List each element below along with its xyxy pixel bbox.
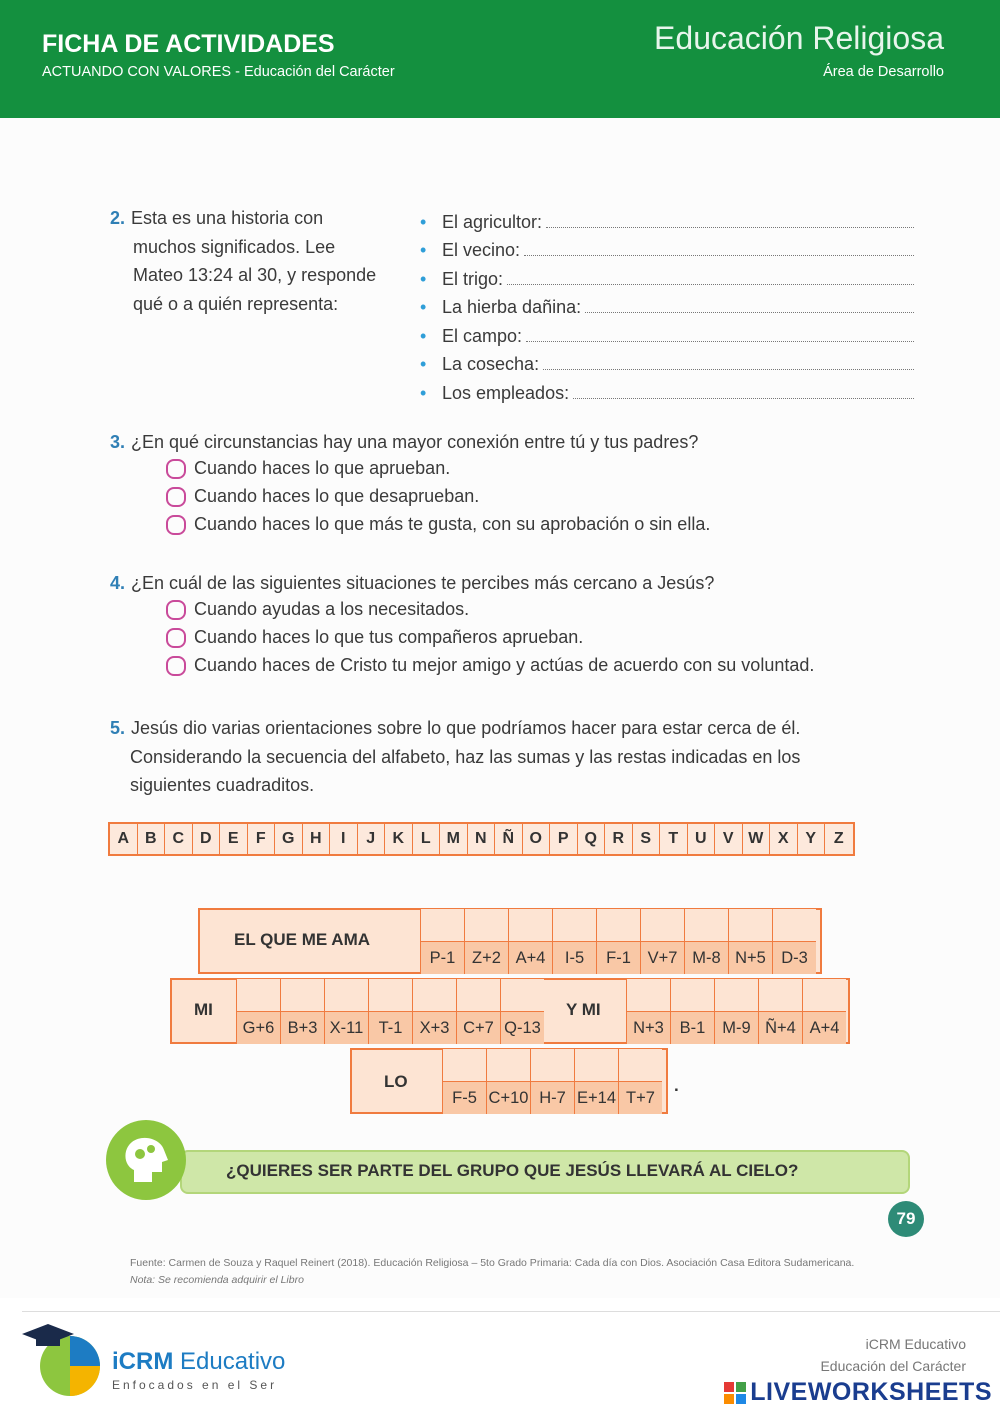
question-2 — [110, 204, 376, 318]
puzzle-clue: D-3 — [773, 942, 816, 974]
puzzle-clue: E+14 — [575, 1082, 618, 1114]
puzzle-answer-box[interactable] — [619, 1049, 662, 1082]
puzzle-end-period: . — [674, 1076, 679, 1095]
question-3-text: ¿En qué circunstancias hay una mayor conexión entre tú y tus padres? — [131, 432, 699, 452]
puzzle-cell — [640, 909, 684, 974]
page-number: 79 — [888, 1201, 924, 1237]
puzzle-clue: G+6 — [237, 1012, 280, 1044]
footer-line-2: Educación del Carácter — [820, 1358, 966, 1374]
puzzle-label: Y MI — [566, 1000, 601, 1019]
question-5-line: siguientes cuadraditos. — [130, 775, 315, 795]
alphabet-letter: Y — [798, 824, 826, 854]
option-row — [166, 486, 479, 507]
alphabet-letter: M — [440, 824, 468, 854]
puzzle-clue: N+3 — [627, 1012, 670, 1044]
answer-field[interactable] — [524, 255, 914, 256]
puzzle-cell — [486, 1049, 530, 1114]
question-5 — [110, 714, 800, 800]
puzzle-clue: H-7 — [531, 1082, 574, 1114]
question-5-number: 5. — [110, 718, 126, 738]
option-label: Cuando ayudas a los necesitados. — [194, 599, 470, 619]
logo-tagline: Enfocados en el Ser — [112, 1378, 278, 1392]
liveworksheets-icon — [724, 1382, 746, 1404]
puzzle-answer-box[interactable] — [553, 909, 596, 942]
puzzle-answer-box[interactable] — [237, 979, 280, 1012]
alphabet-letter: A — [110, 824, 138, 854]
bullet-icon: • — [420, 354, 427, 374]
bullet-icon: • — [420, 211, 427, 232]
question-2-answers — [420, 204, 914, 404]
answer-label: El agricultor: — [442, 211, 543, 232]
alphabet-strip — [108, 822, 855, 856]
question-2-line: qué o a quién representa: — [133, 293, 339, 314]
bullet-icon: • — [420, 382, 427, 403]
footer-line-1: iCRM Educativo — [865, 1336, 966, 1352]
question-2-line: muchos significados. Lee — [133, 236, 336, 257]
liveworksheets-text: LIVEWORKSHEETS — [750, 1378, 992, 1406]
puzzle-clue: Q-13 — [501, 1012, 544, 1044]
alphabet-letter: T — [660, 824, 688, 854]
page-header — [0, 0, 1000, 118]
puzzle-cell — [236, 979, 280, 1044]
bullet-icon: • — [420, 268, 427, 289]
puzzle-label: LO — [384, 1072, 408, 1091]
question-5-line: Jesús dio varias orientaciones sobre lo que podríamos hacer para estar cerca de él. — [131, 718, 801, 738]
banner-text: ¿QUIERES SER PARTE DEL GRUPO QUE JESÚS LLEVARÁ AL CIELO? — [226, 1161, 799, 1180]
liveworksheets-logo[interactable] — [724, 1378, 992, 1407]
option-checkbox[interactable] — [166, 459, 186, 479]
alphabet-letter: X — [770, 824, 798, 854]
puzzle-cell — [728, 909, 772, 974]
option-checkbox[interactable] — [166, 487, 186, 507]
puzzle-cell — [596, 909, 640, 974]
answer-row — [420, 290, 914, 319]
puzzle-answer-box[interactable] — [501, 979, 544, 1012]
puzzle-answer-box[interactable] — [509, 909, 552, 942]
puzzle-answer-box[interactable] — [685, 909, 728, 942]
answer-row — [420, 347, 914, 376]
puzzle-answer-box[interactable] — [531, 1049, 574, 1082]
question-4 — [110, 573, 714, 594]
puzzle-cell — [714, 979, 758, 1044]
bullet-icon: • — [420, 240, 427, 260]
puzzle-answer-box[interactable] — [457, 979, 500, 1012]
alphabet-letter: G — [275, 824, 303, 854]
puzzle-clue: V+7 — [641, 942, 684, 974]
puzzle-clue: B+3 — [281, 1012, 324, 1044]
question-2-line: Esta es una historia con — [131, 208, 324, 228]
alphabet-letter: L — [413, 824, 441, 854]
puzzle-answer-box[interactable] — [421, 909, 464, 942]
puzzle-clue: A+4 — [803, 1012, 846, 1044]
question-5-line: Considerando la secuencia del alfabeto, haz las sumas y las restas indicadas en los — [130, 746, 801, 767]
option-label: Cuando haces lo que más te gusta, con su aprobación o sin ella. — [194, 514, 711, 534]
header-subject: Educación Religiosa — [654, 20, 944, 56]
option-row — [166, 599, 469, 620]
puzzle-answer-box[interactable] — [759, 979, 802, 1012]
answer-row — [420, 204, 914, 233]
puzzle-cell — [508, 909, 552, 974]
puzzle-answer-box[interactable] — [627, 979, 670, 1012]
puzzle-clue: B-1 — [671, 1012, 714, 1044]
worksheet-page — [0, 118, 1000, 1298]
option-label: Cuando haces lo que desaprueban. — [194, 486, 480, 506]
bullet-icon: • — [420, 297, 427, 317]
source-citation: Fuente: Carmen de Souza y Raquel Reinert (2018). Educación Religiosa – 5to Grado Primaria: Cada día con Dios. Asociación Casa Editora Sudamericana. — [130, 1257, 855, 1269]
puzzle-cell — [626, 979, 670, 1044]
question-4-number: 4. — [110, 573, 126, 593]
puzzle-clue: M-8 — [685, 942, 728, 974]
alphabet-letter: I — [330, 824, 358, 854]
puzzle-cell — [552, 909, 596, 974]
alphabet-letter: E — [220, 824, 248, 854]
answer-field[interactable] — [585, 312, 914, 313]
puzzle-cells — [236, 979, 544, 1044]
answer-field[interactable] — [573, 398, 914, 399]
puzzle-cell — [500, 979, 544, 1044]
alphabet-letter: Q — [578, 824, 606, 854]
alphabet-letter: P — [550, 824, 578, 854]
icrm-logo — [18, 1318, 108, 1402]
alphabet-letter: F — [248, 824, 276, 854]
puzzle-row-3 — [350, 1048, 668, 1114]
puzzle-label: EL QUE ME AMA — [234, 930, 371, 949]
puzzle-clue: C+10 — [487, 1082, 530, 1114]
question-2-number: 2. — [110, 208, 126, 228]
puzzle-cells — [442, 1049, 662, 1114]
puzzle-cell — [772, 909, 816, 974]
puzzle-answer-box[interactable] — [773, 909, 816, 942]
puzzle-answer-box[interactable] — [281, 979, 324, 1012]
puzzle-answer-box[interactable] — [325, 979, 368, 1012]
logo-brand — [112, 1348, 285, 1376]
puzzle-clue: I-5 — [553, 942, 596, 974]
puzzle-cell — [420, 909, 464, 974]
alphabet-letter: J — [358, 824, 386, 854]
puzzle-cell — [802, 979, 846, 1044]
answer-label: La cosecha: — [442, 354, 540, 374]
alphabet-letter: R — [605, 824, 633, 854]
option-checkbox[interactable] — [166, 600, 186, 620]
answer-row — [420, 375, 914, 404]
puzzle-cell — [574, 1049, 618, 1114]
puzzle-cell — [324, 979, 368, 1044]
puzzle-row-2 — [170, 978, 850, 1044]
puzzle-cells — [626, 979, 846, 1044]
alphabet-letter: H — [303, 824, 331, 854]
puzzle-answer-box[interactable] — [729, 909, 772, 942]
option-row — [166, 627, 583, 648]
option-checkbox[interactable] — [166, 628, 186, 648]
puzzle-row-1 — [198, 908, 822, 974]
answer-label: Los empleados: — [442, 382, 570, 403]
puzzle-cell — [530, 1049, 574, 1114]
option-label: Cuando haces lo que aprueban. — [194, 458, 451, 478]
logo-brand-bold: iCRM — [112, 1348, 174, 1375]
puzzle-clue: X+3 — [413, 1012, 456, 1044]
puzzle-clue: A+4 — [509, 942, 552, 974]
puzzle-clue: X-11 — [325, 1012, 368, 1044]
puzzle-clue: T+7 — [619, 1082, 662, 1114]
question-2-line: Mateo 13:24 al 30, y responde — [133, 265, 377, 285]
option-row — [166, 514, 710, 535]
puzzle-clue: C+7 — [457, 1012, 500, 1044]
puzzle-cell — [412, 979, 456, 1044]
alphabet-letter: K — [385, 824, 413, 854]
answer-row — [420, 318, 914, 347]
option-label: Cuando haces lo que tus compañeros aprueban. — [194, 627, 584, 647]
closing-banner — [180, 1150, 910, 1194]
question-3 — [110, 432, 698, 453]
option-row — [166, 655, 814, 676]
answer-label: El vecino: — [442, 240, 521, 260]
alphabet-letter: U — [688, 824, 716, 854]
answer-row — [420, 233, 914, 262]
answer-field[interactable] — [526, 341, 914, 342]
answer-label: El campo: — [442, 325, 523, 346]
alphabet-letter: D — [193, 824, 221, 854]
answer-label: La hierba dañina: — [442, 297, 582, 317]
puzzle-answer-box[interactable] — [671, 979, 714, 1012]
alphabet-letter: C — [165, 824, 193, 854]
puzzle-cell — [618, 1049, 662, 1114]
option-row — [166, 458, 450, 479]
option-label: Cuando haces de Cristo tu mejor amigo y actúas de acuerdo con su voluntad. — [194, 655, 815, 675]
puzzle-cell — [456, 979, 500, 1044]
question-3-number: 3. — [110, 432, 126, 452]
alphabet-letter: O — [523, 824, 551, 854]
puzzle-cell — [442, 1049, 486, 1114]
alphabet-letter: W — [743, 824, 771, 854]
puzzle-clue: T-1 — [369, 1012, 412, 1044]
header-title: FICHA DE ACTIVIDADES — [42, 30, 335, 58]
alphabet-letter: B — [138, 824, 166, 854]
puzzle-cell — [670, 979, 714, 1044]
answer-label: El trigo: — [442, 268, 504, 289]
footer-divider — [22, 1311, 1000, 1312]
puzzle-clue: F-1 — [597, 942, 640, 974]
option-checkbox[interactable] — [166, 515, 186, 535]
question-4-text: ¿En cuál de las siguientes situaciones te percibes más cercano a Jesús? — [131, 573, 715, 593]
puzzle-cell — [280, 979, 324, 1044]
source-note: Nota: Se recomienda adquirir el Libro — [130, 1274, 304, 1286]
puzzle-cell — [464, 909, 508, 974]
answer-field[interactable] — [546, 227, 914, 228]
head-gears-icon — [106, 1120, 186, 1200]
alphabet-letter: N — [468, 824, 496, 854]
header-subtitle: ACTUANDO CON VALORES - Educación del Carácter — [42, 64, 395, 80]
answer-field[interactable] — [543, 369, 914, 370]
puzzle-answer-box[interactable] — [487, 1049, 530, 1082]
puzzle-cell — [758, 979, 802, 1044]
puzzle-clue: P-1 — [421, 942, 464, 974]
puzzle-cell — [684, 909, 728, 974]
puzzle-cell — [368, 979, 412, 1044]
alphabet-letter: Z — [833, 830, 844, 847]
puzzle-cells — [420, 909, 816, 974]
option-checkbox[interactable] — [166, 656, 186, 676]
alphabet-letter: Ñ — [495, 824, 523, 854]
alphabet-letter: V — [715, 824, 743, 854]
bullet-icon: • — [420, 325, 427, 346]
puzzle-clue: Z+2 — [465, 942, 508, 974]
puzzle-clue: Ñ+4 — [759, 1012, 802, 1044]
puzzle-answer-box[interactable] — [575, 1049, 618, 1082]
puzzle-answer-box[interactable] — [443, 1049, 486, 1082]
header-area: Área de Desarrollo — [823, 64, 944, 80]
puzzle-answer-box[interactable] — [465, 909, 508, 942]
puzzle-clue: F-5 — [443, 1082, 486, 1114]
logo-brand-rest: Educativo — [173, 1348, 286, 1375]
puzzle-clue: N+5 — [729, 942, 772, 974]
puzzle-label: MI — [194, 1000, 213, 1019]
puzzle-answer-box[interactable] — [715, 979, 758, 1012]
answer-field[interactable] — [507, 284, 914, 285]
puzzle-clue: M-9 — [715, 1012, 758, 1044]
answer-row — [420, 261, 914, 290]
puzzle-answer-box[interactable] — [369, 979, 412, 1012]
puzzle-answer-box[interactable] — [641, 909, 684, 942]
puzzle-answer-box[interactable] — [803, 979, 846, 1012]
puzzle-answer-box[interactable] — [597, 909, 640, 942]
alphabet-letter: S — [633, 824, 661, 854]
puzzle-answer-box[interactable] — [413, 979, 456, 1012]
